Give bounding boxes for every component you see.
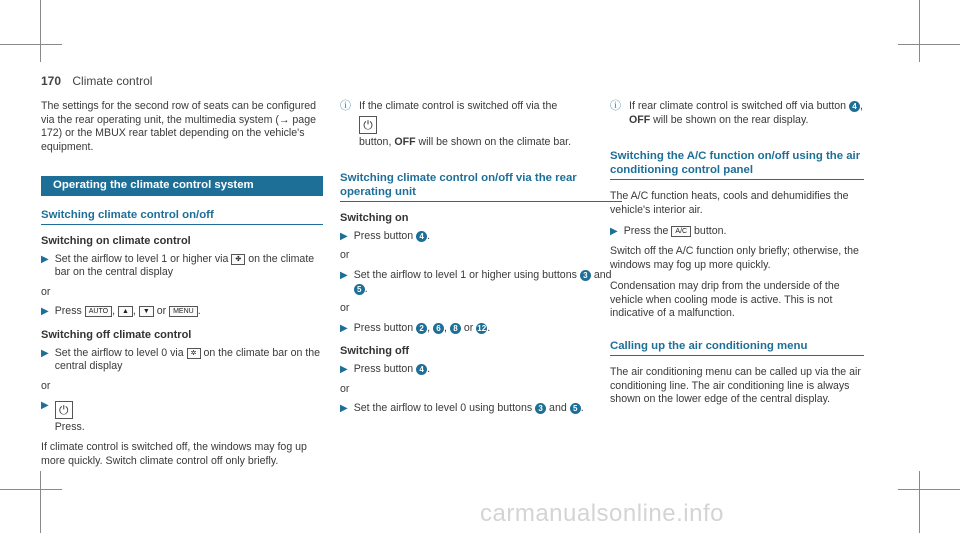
column-2: [340, 100, 622, 422]
fan-off-icon: ✲: [187, 348, 201, 359]
step-heading: Switching on climate control: [41, 234, 191, 247]
arrow-icon: ▶: [41, 400, 49, 412]
or-text: or: [41, 285, 51, 298]
column-1: [41, 100, 323, 476]
crop-mark: [898, 489, 960, 490]
arrow-icon: ▶: [41, 306, 49, 318]
ac-key-icon: A/C: [671, 226, 691, 237]
info-note: ⓘ If the climate control is switched off via the ⏻ button, OFF will be shown on the climate bar.: [340, 100, 572, 148]
crop-mark: [40, 0, 41, 62]
crop-mark: [898, 44, 960, 45]
instruction-step: ▶ Press AUTO , ▲ , ▼ or MENU .: [41, 305, 201, 318]
arrow-icon: ▶: [340, 403, 348, 415]
instruction-step: ▶ Press button 2 , 6 , 8 or 12.: [340, 321, 491, 334]
crop-mark: [919, 471, 920, 533]
or-text: or: [340, 249, 350, 262]
watermark: carmanualsonline.info: [480, 500, 724, 527]
arrow-icon: ▶: [340, 322, 348, 334]
instruction-step: ▶ Set the airflow to level 1 or higher via ✤ on the climate bar on the central display: [41, 252, 315, 279]
page-header: [41, 74, 152, 88]
crop-mark: [40, 471, 41, 533]
power-key-icon: ⏻: [55, 401, 73, 419]
subsection-heading: Switching climate control on/off via the rear operating unit: [340, 171, 622, 202]
subsection-heading: Switching the A/C function on/off using the air conditioning control panel: [610, 149, 864, 180]
subsection-heading: Calling up the air conditioning menu: [610, 339, 864, 356]
power-key-icon: ⏻: [359, 116, 377, 134]
subsection-heading: Switching climate control on/off: [41, 208, 323, 225]
instruction-step: ▶ Set the airflow to level 0 using buttons 3 and 5 .: [340, 402, 584, 415]
crop-mark: [919, 0, 920, 62]
menu-key-icon: MENU: [169, 306, 198, 317]
body-text: Switch off the A/C function only briefly; otherwise, the windows may fog up more quickly.: [610, 244, 859, 271]
body-text: The A/C function heats, cools and dehumidifies the vehicle's interior air.: [610, 190, 849, 216]
instruction-step: ▶ Set the airflow to level 0 via ✲ on the climate bar on the central display: [41, 346, 321, 373]
step-heading: Switching off climate control: [41, 328, 192, 341]
info-note: ⓘ If rear climate control is switched off via button 4 , OFF will be shown on the rear display.: [610, 100, 863, 126]
arrow-icon: ▶: [41, 253, 49, 265]
instruction-step: ▶ ⏻ Press.: [41, 400, 85, 434]
callout-badge: 6: [433, 323, 444, 334]
or-text: or: [41, 379, 51, 392]
column-3: [610, 100, 864, 415]
instruction-step: ▶ Press button 4 .: [340, 362, 431, 375]
note-text: If climate control is switched off, the windows may fog up more quickly. Switch climate control off only briefly.: [41, 440, 307, 467]
callout-badge: 3: [535, 403, 546, 414]
page-number: 170: [41, 74, 62, 88]
arrow-icon: ▶: [340, 363, 348, 375]
body-text: Condensation may drip from the underside of the vehicle when cooling mode is active. This is not indicative of a malfunction.: [610, 280, 840, 320]
instruction-step: ▶ Set the airflow to level 1 or higher using buttons 3 and 5 .: [340, 268, 612, 295]
crop-mark: [0, 44, 62, 45]
arrow-icon: ▶: [340, 230, 348, 242]
section-heading: Operating the climate control system: [41, 176, 323, 196]
or-text: or: [340, 302, 350, 315]
section-title: Climate control: [72, 74, 153, 88]
callout-badge: 3: [580, 270, 591, 281]
instruction-step: ▶ Press the A/C button.: [610, 225, 727, 238]
callout-badge: 4: [416, 231, 427, 242]
callout-badge: 8: [450, 323, 461, 334]
auto-key-icon: AUTO: [85, 306, 112, 317]
up-key-icon: ▲: [118, 306, 133, 317]
info-icon: ⓘ: [610, 100, 621, 112]
arrow-icon: ▶: [340, 269, 348, 281]
crop-mark: [0, 489, 62, 490]
callout-badge: 2: [416, 323, 427, 334]
body-text: The air conditioning menu can be called up via the air conditioning line. The air conditioning line is always shown on the lower edge of the central display.: [610, 365, 861, 406]
instruction-step: ▶ Press button 4 .: [340, 229, 431, 242]
arrow-icon: ▶: [610, 226, 618, 238]
down-key-icon: ▼: [139, 306, 154, 317]
arrow-icon: ▶: [41, 347, 49, 359]
or-text: or: [340, 382, 350, 395]
intro-text: The settings for the second row of seats can be configured via the rear operating unit, the multimedia system (→ page 172) or the MBUX rear tablet depending on the vehicle's equipment.: [41, 100, 317, 153]
callout-badge: 4: [849, 101, 860, 112]
callout-badge: 12: [477, 323, 487, 333]
step-heading: Switching on: [340, 212, 409, 225]
callout-badge: 4: [416, 364, 427, 375]
info-icon: ⓘ: [340, 100, 351, 112]
callout-badge: 5: [570, 403, 581, 414]
callout-badge: 5: [354, 284, 365, 295]
step-heading: Switching off: [340, 345, 410, 358]
airflow-icon: ✤: [231, 254, 245, 265]
